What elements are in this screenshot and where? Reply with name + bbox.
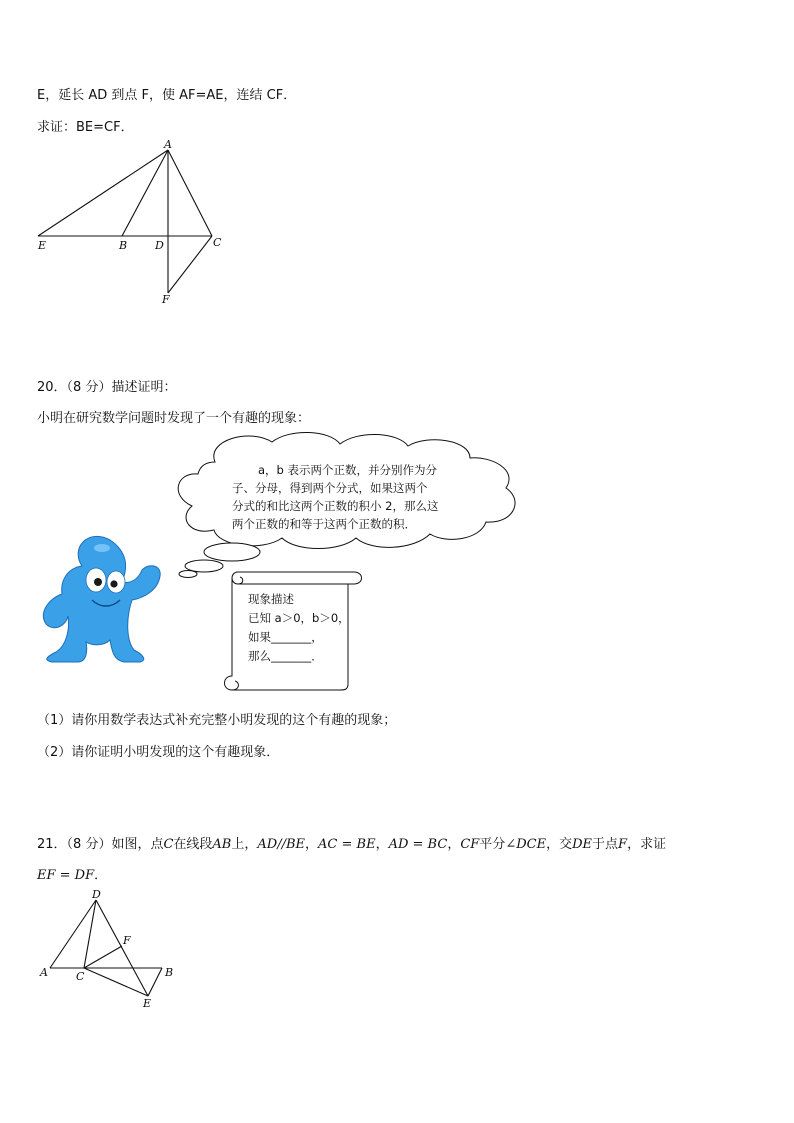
q21-label-b: B (165, 966, 174, 979)
q21-period: ． (94, 868, 108, 883)
q19-label-b: B (119, 239, 128, 252)
q21-seg-2: 在线段 (173, 837, 213, 852)
q21-seg-5: ，交 (546, 837, 573, 852)
q21-de: DE (572, 837, 593, 852)
q21-cond-1: AD//BE (257, 837, 306, 852)
q21-sep-3: ， (447, 837, 461, 852)
scroll-line-3: 如果_______， (248, 630, 323, 644)
q20-part-2: （2）请你证明小明发现的这个有趣现象． (37, 745, 280, 760)
scroll-line-2: 已知 a＞0，b＞0， (248, 611, 350, 625)
cloud-line-4: 两个正数的和等于这两个正数的积． (232, 517, 416, 531)
cloud-line-2: 子、分母，得到两个分式，如果这两个 (232, 481, 428, 495)
q21-seg-6: 于点 (592, 837, 619, 852)
q21-label-a: A (40, 966, 48, 979)
q21-segment-be (148, 968, 162, 996)
q21-sep-2: ， (375, 837, 389, 852)
q19-line-1: E，延长 AD 到点 F，使 AF=AE，连结 CF． (37, 88, 297, 103)
q21-seg-7: ，求证 (627, 837, 667, 852)
q19-label-c: C (213, 236, 222, 249)
scroll-line-4: 那么_______． (248, 649, 323, 663)
q21-segment-ab: AB (212, 837, 232, 852)
q21-segment-ad (50, 900, 96, 968)
q19-label-f: F (162, 293, 170, 306)
q21-segment-dc (84, 900, 96, 968)
q21-seg-4: 平分 (479, 837, 506, 852)
q21-segment-de (96, 900, 148, 996)
q21-seg-3: 上， (231, 837, 258, 852)
q21-segment-cf (84, 946, 122, 968)
q21-label-e: E (143, 997, 152, 1010)
q21-label-f: F (123, 934, 131, 947)
q21-seg-1: 21．（8 分）如图，点 (37, 837, 164, 852)
q19-label-e: E (38, 239, 47, 252)
q21-cond-3: AD = BC (388, 837, 448, 852)
q21-angle: ∠DCE (505, 837, 547, 852)
q21-point-c: C (163, 837, 174, 852)
scroll-line-1: 现象描述 (248, 592, 294, 606)
q21-cf: CF (460, 837, 480, 852)
q20-title: 20．（8 分）描述证明： (37, 380, 177, 395)
q19-label-a: A (164, 138, 172, 151)
q20-part-1: （1）请你用数学表达式补充完整小明发现的这个有趣的现象； (37, 713, 397, 728)
q19-line-2: 求证：BE=CF． (37, 120, 134, 135)
q21-label-d: D (92, 888, 101, 901)
cloud-line-3: 分式的和比这两个正数的积小 2，那么这 (232, 499, 439, 513)
q19-label-d: D (155, 239, 164, 252)
q21-point-f: F (618, 837, 628, 852)
q21-cond-2: AC = BE (318, 837, 376, 852)
q21-sep-1: ， (305, 837, 319, 852)
q20-intro: 小明在研究数学问题时发现了一个有趣的现象： (37, 411, 311, 426)
q21-conclusion: EF = DF (37, 868, 95, 883)
q21-label-c: C (76, 970, 85, 983)
q21-segment-ce (84, 968, 148, 996)
cloud-line-1: a，b 表示两个正数，并分别作为分 (258, 463, 438, 477)
